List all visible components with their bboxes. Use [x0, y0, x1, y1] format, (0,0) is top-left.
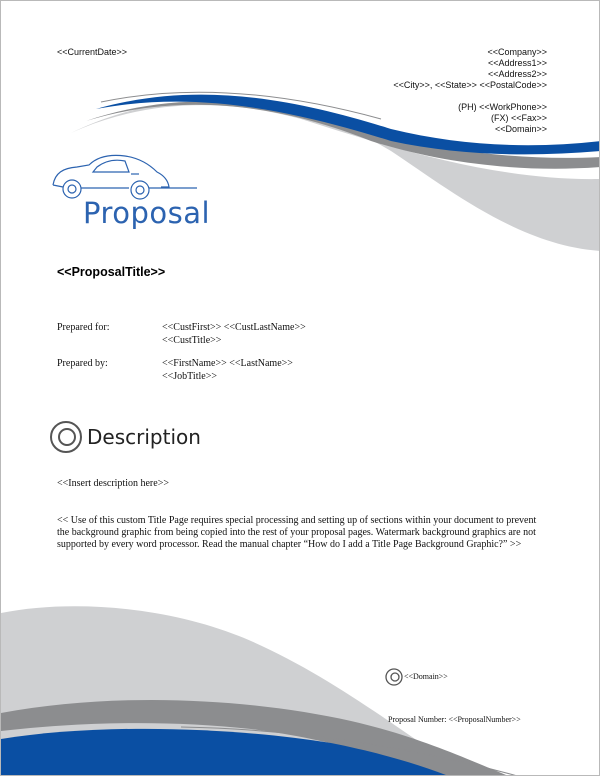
description-placeholder: <<Insert description here>>: [57, 478, 169, 489]
author-name: <<FirstName>> <<LastName>>: [162, 358, 293, 369]
footer-circle-icon: [386, 669, 402, 685]
author-job-title: <<JobTitle>>: [162, 371, 217, 382]
proposal-title: <<ProposalTitle>>: [57, 265, 166, 279]
company-address-block: [247, 47, 547, 135]
current-date: <<CurrentDate>>: [57, 47, 128, 57]
header-domain: <<Domain>>: [494, 124, 547, 134]
customer-title: <<CustTitle>>: [162, 335, 222, 346]
prepared-for-block: [162, 321, 306, 347]
title-page-note: << Use of this custom Title Page requires special processing and setting up of sections within your document to prevent the background graphic from being copied into the rest of your proposal pages. Watermark background graphics are not supported by every word processor. Read the manual chapter “How do I add a Title Page Background Graphic?” >>: [57, 515, 537, 550]
logo-proposal-word: Proposal: [83, 196, 211, 230]
prepared-by-block: [162, 357, 293, 383]
customer-name: <<CustFirst>> <<CustLastName>>: [162, 322, 306, 333]
prepared-by-label: Prepared by:: [57, 358, 108, 369]
car-icon: [53, 155, 197, 199]
prepared-for-label: Prepared for:: [57, 322, 110, 333]
proposal-number: Proposal Number: <<ProposalNumber>>: [388, 715, 521, 724]
address-line-1: <<Address1>>: [487, 58, 547, 68]
description-heading: Description: [87, 425, 201, 449]
work-phone: (PH) <<WorkPhone>>: [458, 102, 547, 112]
company-name: <<Company>>: [487, 47, 547, 57]
footer-domain: <<Domain>>: [404, 672, 448, 681]
address-line-2: <<Address2>>: [487, 69, 547, 79]
double-circle-icon: [51, 422, 81, 452]
fax-number: (FX) <<Fax>>: [490, 113, 547, 123]
city-state-postal: <<City>>, <<State>> <<PostalCode>>: [393, 80, 547, 90]
